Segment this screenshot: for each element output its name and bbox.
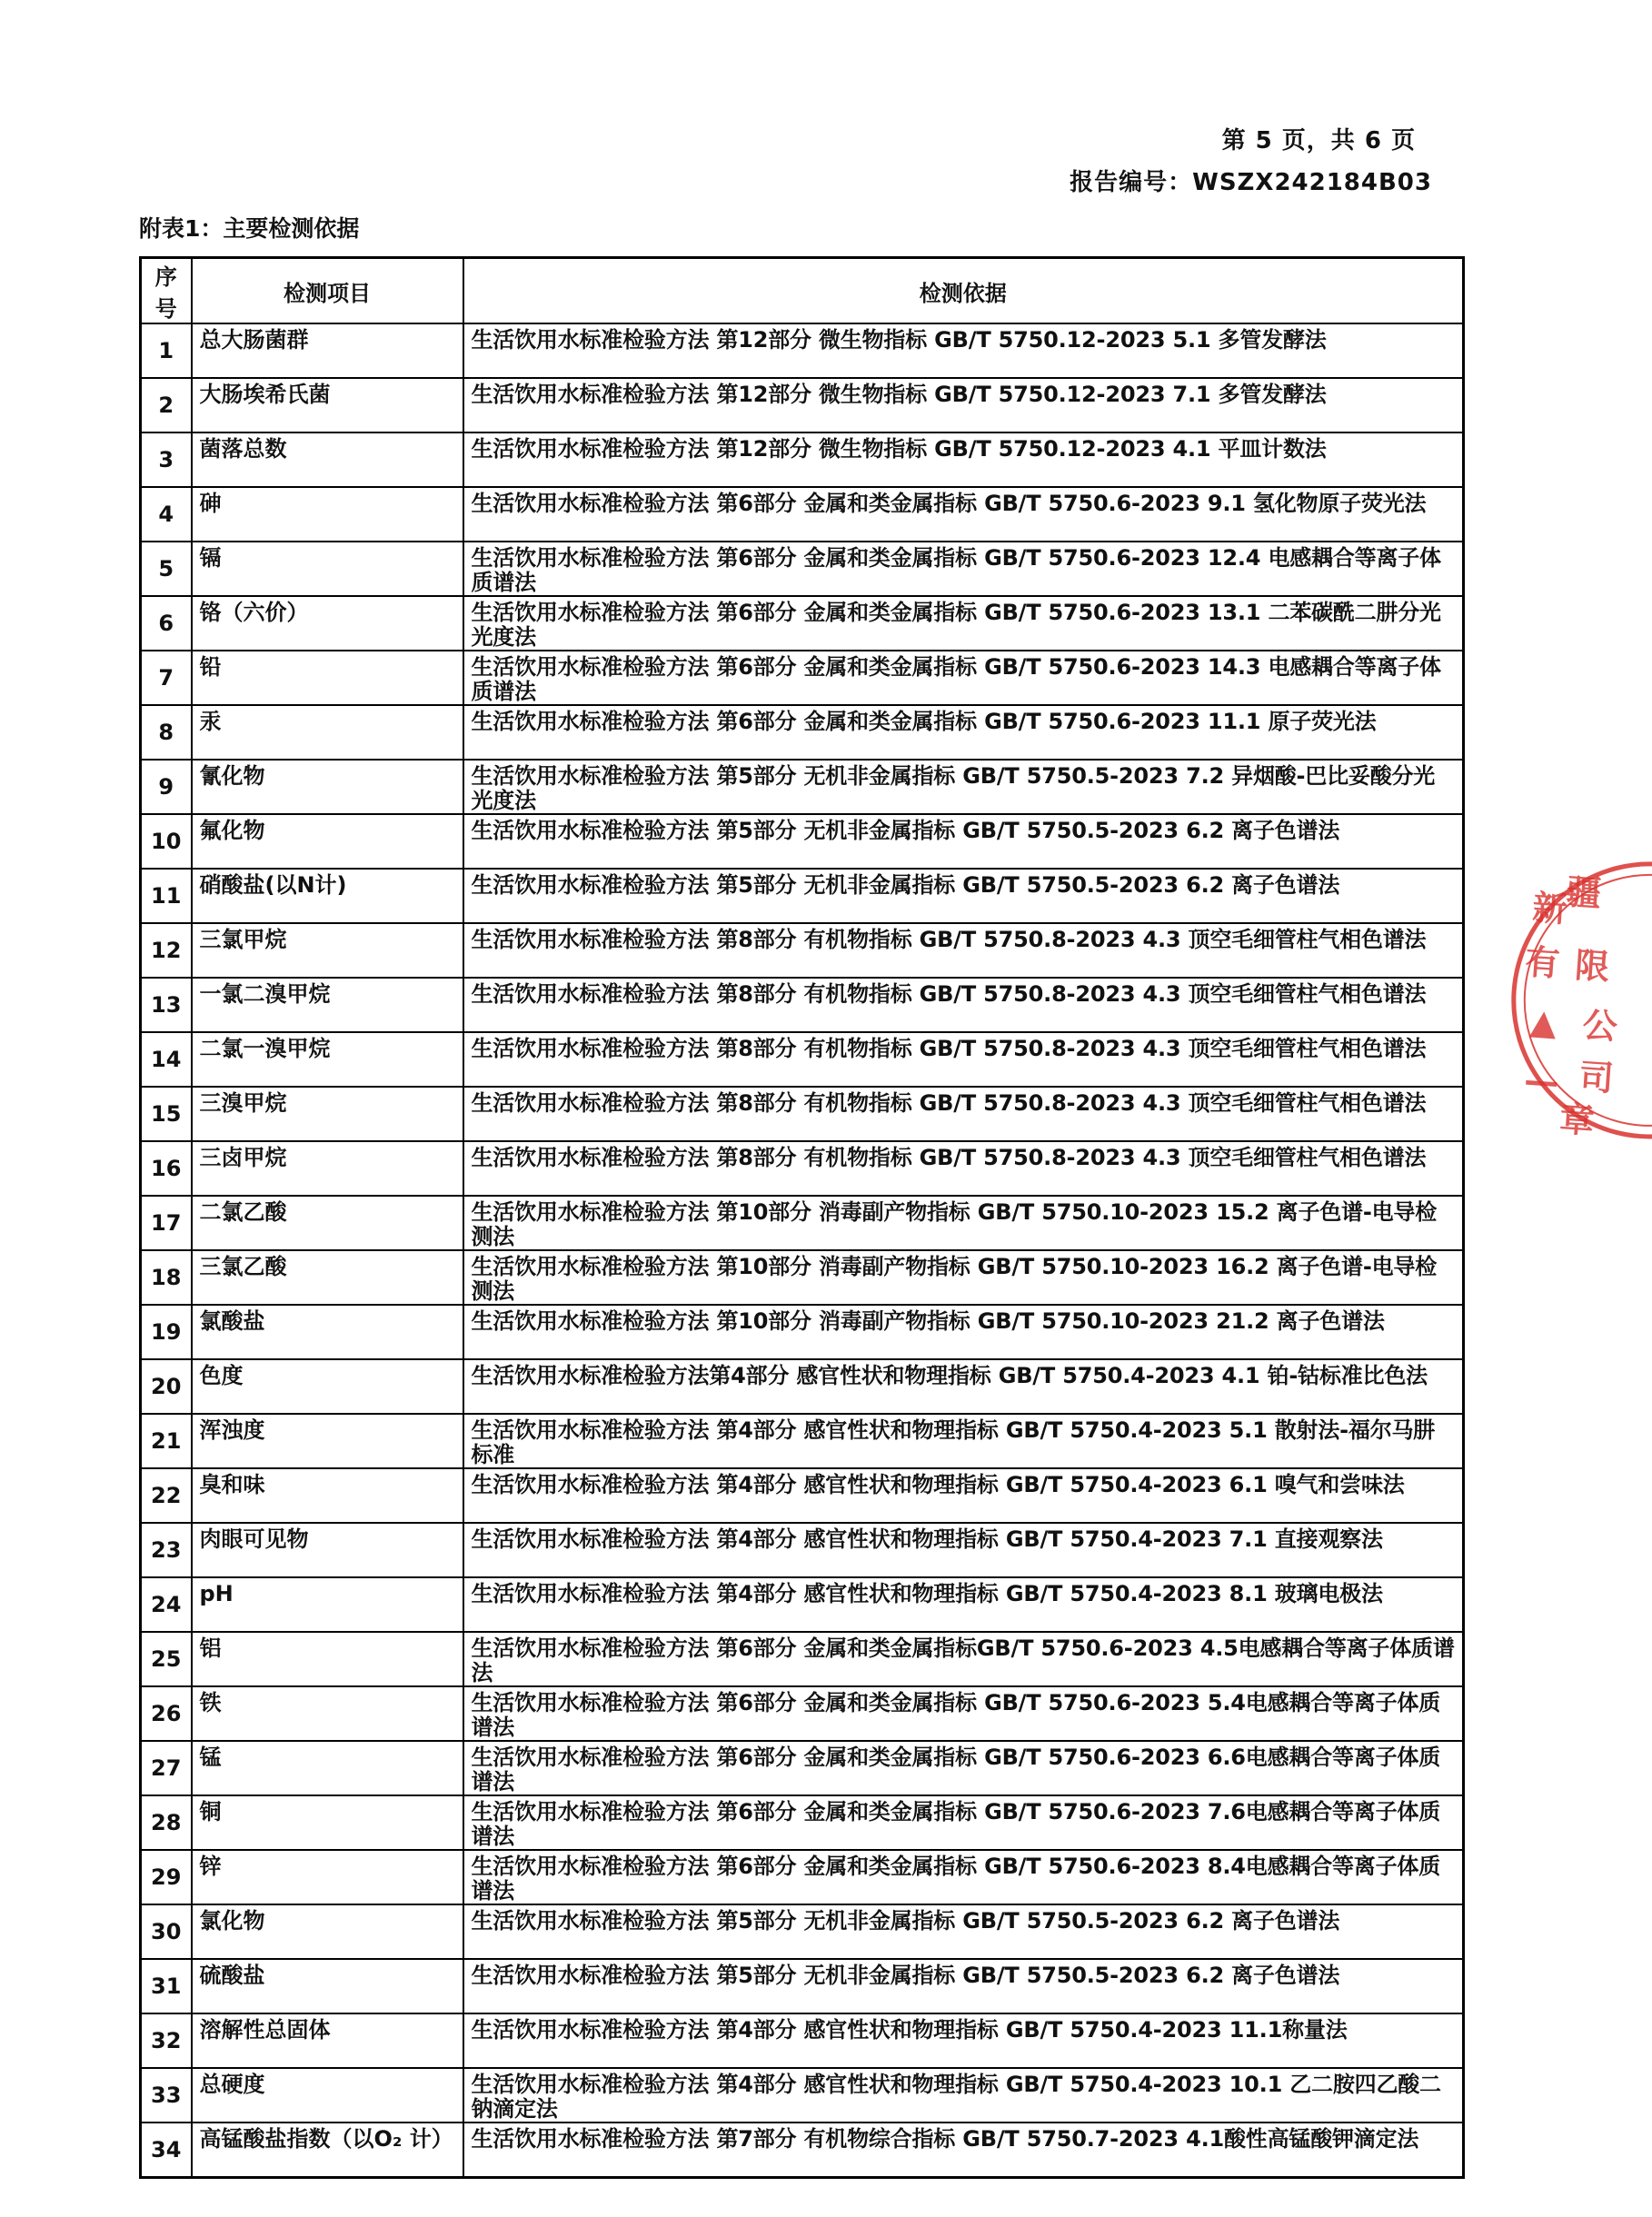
table-row bbox=[141, 1959, 1464, 2013]
test-basis: 生活饮用水标准检验方法 第5部分 无机非金属指标 GB/T 5750.5-2023 7.2 异烟酸-巴比妥酸分光光度法 bbox=[463, 760, 1464, 814]
row-number: 5 bbox=[141, 542, 192, 596]
test-item: 色度 bbox=[192, 1359, 463, 1414]
company-seal bbox=[1494, 836, 1651, 1154]
test-basis: 生活饮用水标准检验方法 第12部分 微生物指标 GB/T 5750.12-2023 5.1 多管发酵法 bbox=[463, 323, 1464, 378]
svg-text:章: 章 bbox=[1557, 1099, 1596, 1141]
test-item: 铬（六价） bbox=[192, 596, 463, 651]
row-number: 20 bbox=[141, 1359, 192, 1414]
table-row bbox=[141, 432, 1464, 487]
table-row bbox=[141, 378, 1464, 432]
row-number: 27 bbox=[141, 1741, 192, 1795]
test-basis: 生活饮用水标准检验方法 第6部分 金属和类金属指标 GB/T 5750.6-2023 13.1 二苯碳酰二肼分光光度法 bbox=[463, 596, 1464, 651]
test-item: 浑浊度 bbox=[192, 1414, 463, 1468]
test-item: pH bbox=[192, 1577, 463, 1632]
test-item: 氯化物 bbox=[192, 1904, 463, 1959]
table-body bbox=[141, 323, 1464, 2178]
table-row bbox=[141, 1250, 1464, 1305]
test-item: 臭和味 bbox=[192, 1468, 463, 1523]
test-basis: 生活饮用水标准检验方法 第8部分 有机物指标 GB/T 5750.8-2023 4.3 顶空毛细管柱气相色谱法 bbox=[463, 1141, 1464, 1196]
row-number: 34 bbox=[141, 2123, 192, 2178]
test-basis: 生活饮用水标准检验方法 第6部分 金属和类金属指标 GB/T 5750.6-2023 6.6电感耦合等离子体质谱法 bbox=[463, 1741, 1464, 1795]
test-item: 高锰酸盐指数（以O₂ 计） bbox=[192, 2123, 463, 2178]
test-basis: 生活饮用水标准检验方法 第8部分 有机物指标 GB/T 5750.8-2023 4.3 顶空毛细管柱气相色谱法 bbox=[463, 923, 1464, 978]
row-number: 7 bbox=[141, 651, 192, 705]
page-number: 第 5 页，共 6 页 bbox=[1221, 127, 1416, 154]
table-row bbox=[141, 978, 1464, 1032]
table-row bbox=[141, 923, 1464, 978]
test-basis: 生活饮用水标准检验方法 第12部分 微生物指标 GB/T 5750.12-2023 4.1 平皿计数法 bbox=[463, 432, 1464, 487]
test-basis: 生活饮用水标准检验方法 第5部分 无机非金属指标 GB/T 5750.5-2023 6.2 离子色谱法 bbox=[463, 1904, 1464, 1959]
row-number: 21 bbox=[141, 1414, 192, 1468]
table-row bbox=[141, 596, 1464, 651]
table-row bbox=[141, 1468, 1464, 1523]
row-number: 16 bbox=[141, 1141, 192, 1196]
test-item: 镉 bbox=[192, 542, 463, 596]
svg-text:司: 司 bbox=[1577, 1056, 1616, 1099]
row-number: 14 bbox=[141, 1032, 192, 1087]
row-number: 12 bbox=[141, 923, 192, 978]
test-item: 三氯甲烷 bbox=[192, 923, 463, 978]
test-item: 铝 bbox=[192, 1632, 463, 1686]
header-no: 序号 bbox=[141, 258, 192, 324]
row-number: 1 bbox=[141, 323, 192, 378]
header-item: 检测项目 bbox=[192, 258, 463, 324]
table-row bbox=[141, 2013, 1464, 2068]
svg-text:疆: 疆 bbox=[1565, 871, 1603, 914]
test-item: 铁 bbox=[192, 1686, 463, 1741]
test-item: 肉眼可见物 bbox=[192, 1523, 463, 1577]
test-basis: 生活饮用水标准检验方法 第5部分 无机非金属指标 GB/T 5750.5-2023 6.2 离子色谱法 bbox=[463, 814, 1464, 869]
row-number: 2 bbox=[141, 378, 192, 432]
row-number: 4 bbox=[141, 487, 192, 542]
report-number: 报告编号：WSZX242184B03 bbox=[1070, 169, 1432, 196]
test-item: 大肠埃希氏菌 bbox=[192, 378, 463, 432]
table-row bbox=[141, 323, 1464, 378]
row-number: 3 bbox=[141, 432, 192, 487]
table-row bbox=[141, 1904, 1464, 1959]
table-row bbox=[141, 1795, 1464, 1850]
test-item: 三卤甲烷 bbox=[192, 1141, 463, 1196]
test-basis: 生活饮用水标准检验方法 第8部分 有机物指标 GB/T 5750.8-2023 4.3 顶空毛细管柱气相色谱法 bbox=[463, 1087, 1464, 1141]
test-item: 锌 bbox=[192, 1850, 463, 1904]
row-number: 32 bbox=[141, 2013, 192, 2068]
test-basis: 生活饮用水标准检验方法 第6部分 金属和类金属指标 GB/T 5750.6-2023 5.4电感耦合等离子体质谱法 bbox=[463, 1686, 1464, 1741]
table-row bbox=[141, 1523, 1464, 1577]
table-row bbox=[141, 1196, 1464, 1250]
test-basis: 生活饮用水标准检验方法 第10部分 消毒副产物指标 GB/T 5750.10-2023 16.2 离子色谱-电导检测法 bbox=[463, 1250, 1464, 1305]
test-item: 汞 bbox=[192, 705, 463, 760]
table-row bbox=[141, 1087, 1464, 1141]
row-number: 15 bbox=[141, 1087, 192, 1141]
test-basis: 生活饮用水标准检验方法 第7部分 有机物综合指标 GB/T 5750.7-2023 4.1酸性高锰酸钾滴定法 bbox=[463, 2123, 1464, 2178]
table-row bbox=[141, 1632, 1464, 1686]
test-basis: 生活饮用水标准检验方法 第5部分 无机非金属指标 GB/T 5750.5-2023 6.2 离子色谱法 bbox=[463, 1959, 1464, 2013]
table-row bbox=[141, 1305, 1464, 1359]
table-row bbox=[141, 651, 1464, 705]
row-number: 17 bbox=[141, 1196, 192, 1250]
test-item: 溶解性总固体 bbox=[192, 2013, 463, 2068]
header-basis: 检测依据 bbox=[463, 258, 1464, 324]
test-item: 菌落总数 bbox=[192, 432, 463, 487]
svg-text:公: 公 bbox=[1581, 1004, 1619, 1048]
test-basis: 生活饮用水标准检验方法 第12部分 微生物指标 GB/T 5750.12-2023 7.1 多管发酵法 bbox=[463, 378, 1464, 432]
row-number: 8 bbox=[141, 705, 192, 760]
row-number: 9 bbox=[141, 760, 192, 814]
table-header-row bbox=[141, 258, 1464, 324]
test-item: 总大肠菌群 bbox=[192, 323, 463, 378]
row-number: 29 bbox=[141, 1850, 192, 1904]
table-row bbox=[141, 1141, 1464, 1196]
test-item: 硝酸盐(以N计) bbox=[192, 869, 463, 923]
test-basis: 生活饮用水标准检验方法 第4部分 感官性状和物理指标 GB/T 5750.4-2023 10.1 乙二胺四乙酸二钠滴定法 bbox=[463, 2068, 1464, 2123]
test-item: 氯酸盐 bbox=[192, 1305, 463, 1359]
row-number: 10 bbox=[141, 814, 192, 869]
test-basis: 生活饮用水标准检验方法 第4部分 感官性状和物理指标 GB/T 5750.4-2023 11.1称量法 bbox=[463, 2013, 1464, 2068]
table-row bbox=[141, 814, 1464, 869]
test-basis: 生活饮用水标准检验方法 第6部分 金属和类金属指标GB/T 5750.6-2023 4.5电感耦合等离子体质谱法 bbox=[463, 1632, 1464, 1686]
test-basis: 生活饮用水标准检验方法 第4部分 感官性状和物理指标 GB/T 5750.4-2023 5.1 散射法-福尔马肼标准 bbox=[463, 1414, 1464, 1468]
table-row bbox=[141, 1741, 1464, 1795]
row-number: 31 bbox=[141, 1959, 192, 2013]
test-item: 总硬度 bbox=[192, 2068, 463, 2123]
row-number: 18 bbox=[141, 1250, 192, 1305]
row-number: 19 bbox=[141, 1305, 192, 1359]
test-item: 氰化物 bbox=[192, 760, 463, 814]
test-item: 硫酸盐 bbox=[192, 1959, 463, 2013]
svg-text:限: 限 bbox=[1573, 945, 1611, 988]
test-basis: 生活饮用水标准检验方法 第10部分 消毒副产物指标 GB/T 5750.10-2023 15.2 离子色谱-电导检测法 bbox=[463, 1196, 1464, 1250]
table-row bbox=[141, 2068, 1464, 2123]
svg-text:新: 新 bbox=[1531, 887, 1569, 930]
test-item: 二氯一溴甲烷 bbox=[192, 1032, 463, 1087]
table-row bbox=[141, 487, 1464, 542]
test-basis: 生活饮用水标准检验方法 第8部分 有机物指标 GB/T 5750.8-2023 4.3 顶空毛细管柱气相色谱法 bbox=[463, 978, 1464, 1032]
test-basis: 生活饮用水标准检验方法 第4部分 感官性状和物理指标 GB/T 5750.4-2023 8.1 玻璃电极法 bbox=[463, 1577, 1464, 1632]
svg-text:▲: ▲ bbox=[1528, 1000, 1558, 1043]
test-basis: 生活饮用水标准检验方法 第4部分 感官性状和物理指标 GB/T 5750.4-2023 6.1 嗅气和尝味法 bbox=[463, 1468, 1464, 1523]
test-basis: 生活饮用水标准检验方法 第4部分 感官性状和物理指标 GB/T 5750.4-2023 7.1 直接观察法 bbox=[463, 1523, 1464, 1577]
table-row bbox=[141, 2123, 1464, 2178]
table-row bbox=[141, 705, 1464, 760]
row-number: 13 bbox=[141, 978, 192, 1032]
test-basis: 生活饮用水标准检验方法第4部分 感官性状和物理指标 GB/T 5750.4-2023 4.1 铂-钴标准比色法 bbox=[463, 1359, 1464, 1414]
table-row bbox=[141, 1686, 1464, 1741]
row-number: 6 bbox=[141, 596, 192, 651]
svg-text:—: — bbox=[1522, 1059, 1560, 1103]
test-basis: 生活饮用水标准检验方法 第6部分 金属和类金属指标 GB/T 5750.6-2023 14.3 电感耦合等离子体质谱法 bbox=[463, 651, 1464, 705]
test-basis: 生活饮用水标准检验方法 第6部分 金属和类金属指标 GB/T 5750.6-2023 9.1 氢化物原子荧光法 bbox=[463, 487, 1464, 542]
table-row bbox=[141, 1414, 1464, 1468]
test-item: 砷 bbox=[192, 487, 463, 542]
row-number: 30 bbox=[141, 1904, 192, 1959]
test-item: 铅 bbox=[192, 651, 463, 705]
appendix-title: 附表1：主要检测依据 bbox=[139, 215, 360, 242]
row-number: 11 bbox=[141, 869, 192, 923]
row-number: 33 bbox=[141, 2068, 192, 2123]
row-number: 26 bbox=[141, 1686, 192, 1741]
test-item: 三溴甲烷 bbox=[192, 1087, 463, 1141]
table-row bbox=[141, 1850, 1464, 1904]
table-row bbox=[141, 542, 1464, 596]
table-row bbox=[141, 869, 1464, 923]
test-basis: 生活饮用水标准检验方法 第5部分 无机非金属指标 GB/T 5750.5-2023 6.2 离子色谱法 bbox=[463, 869, 1464, 923]
row-number: 23 bbox=[141, 1523, 192, 1577]
test-item: 锰 bbox=[192, 1741, 463, 1795]
row-number: 28 bbox=[141, 1795, 192, 1850]
test-basis: 生活饮用水标准检验方法 第6部分 金属和类金属指标 GB/T 5750.6-2023 7.6电感耦合等离子体质谱法 bbox=[463, 1795, 1464, 1850]
test-item: 铜 bbox=[192, 1795, 463, 1850]
row-number: 25 bbox=[141, 1632, 192, 1686]
table-row bbox=[141, 1577, 1464, 1632]
test-basis: 生活饮用水标准检验方法 第6部分 金属和类金属指标 GB/T 5750.6-2023 8.4电感耦合等离子体质谱法 bbox=[463, 1850, 1464, 1904]
test-basis: 生活饮用水标准检验方法 第6部分 金属和类金属指标 GB/T 5750.6-2023 11.1 原子荧光法 bbox=[463, 705, 1464, 760]
svg-text:有: 有 bbox=[1523, 941, 1561, 984]
test-item: 二氯乙酸 bbox=[192, 1196, 463, 1250]
row-number: 22 bbox=[141, 1468, 192, 1523]
test-item: 一氯二溴甲烷 bbox=[192, 978, 463, 1032]
test-item: 三氯乙酸 bbox=[192, 1250, 463, 1305]
test-item: 氟化物 bbox=[192, 814, 463, 869]
test-basis: 生活饮用水标准检验方法 第10部分 消毒副产物指标 GB/T 5750.10-2023 21.2 离子色谱法 bbox=[463, 1305, 1464, 1359]
test-basis: 生活饮用水标准检验方法 第8部分 有机物指标 GB/T 5750.8-2023 4.3 顶空毛细管柱气相色谱法 bbox=[463, 1032, 1464, 1087]
test-basis: 生活饮用水标准检验方法 第6部分 金属和类金属指标 GB/T 5750.6-2023 12.4 电感耦合等离子体质谱法 bbox=[463, 542, 1464, 596]
table-row bbox=[141, 760, 1464, 814]
row-number: 24 bbox=[141, 1577, 192, 1632]
table-row bbox=[141, 1359, 1464, 1414]
table-row bbox=[141, 1032, 1464, 1087]
test-basis-table bbox=[139, 256, 1465, 2179]
